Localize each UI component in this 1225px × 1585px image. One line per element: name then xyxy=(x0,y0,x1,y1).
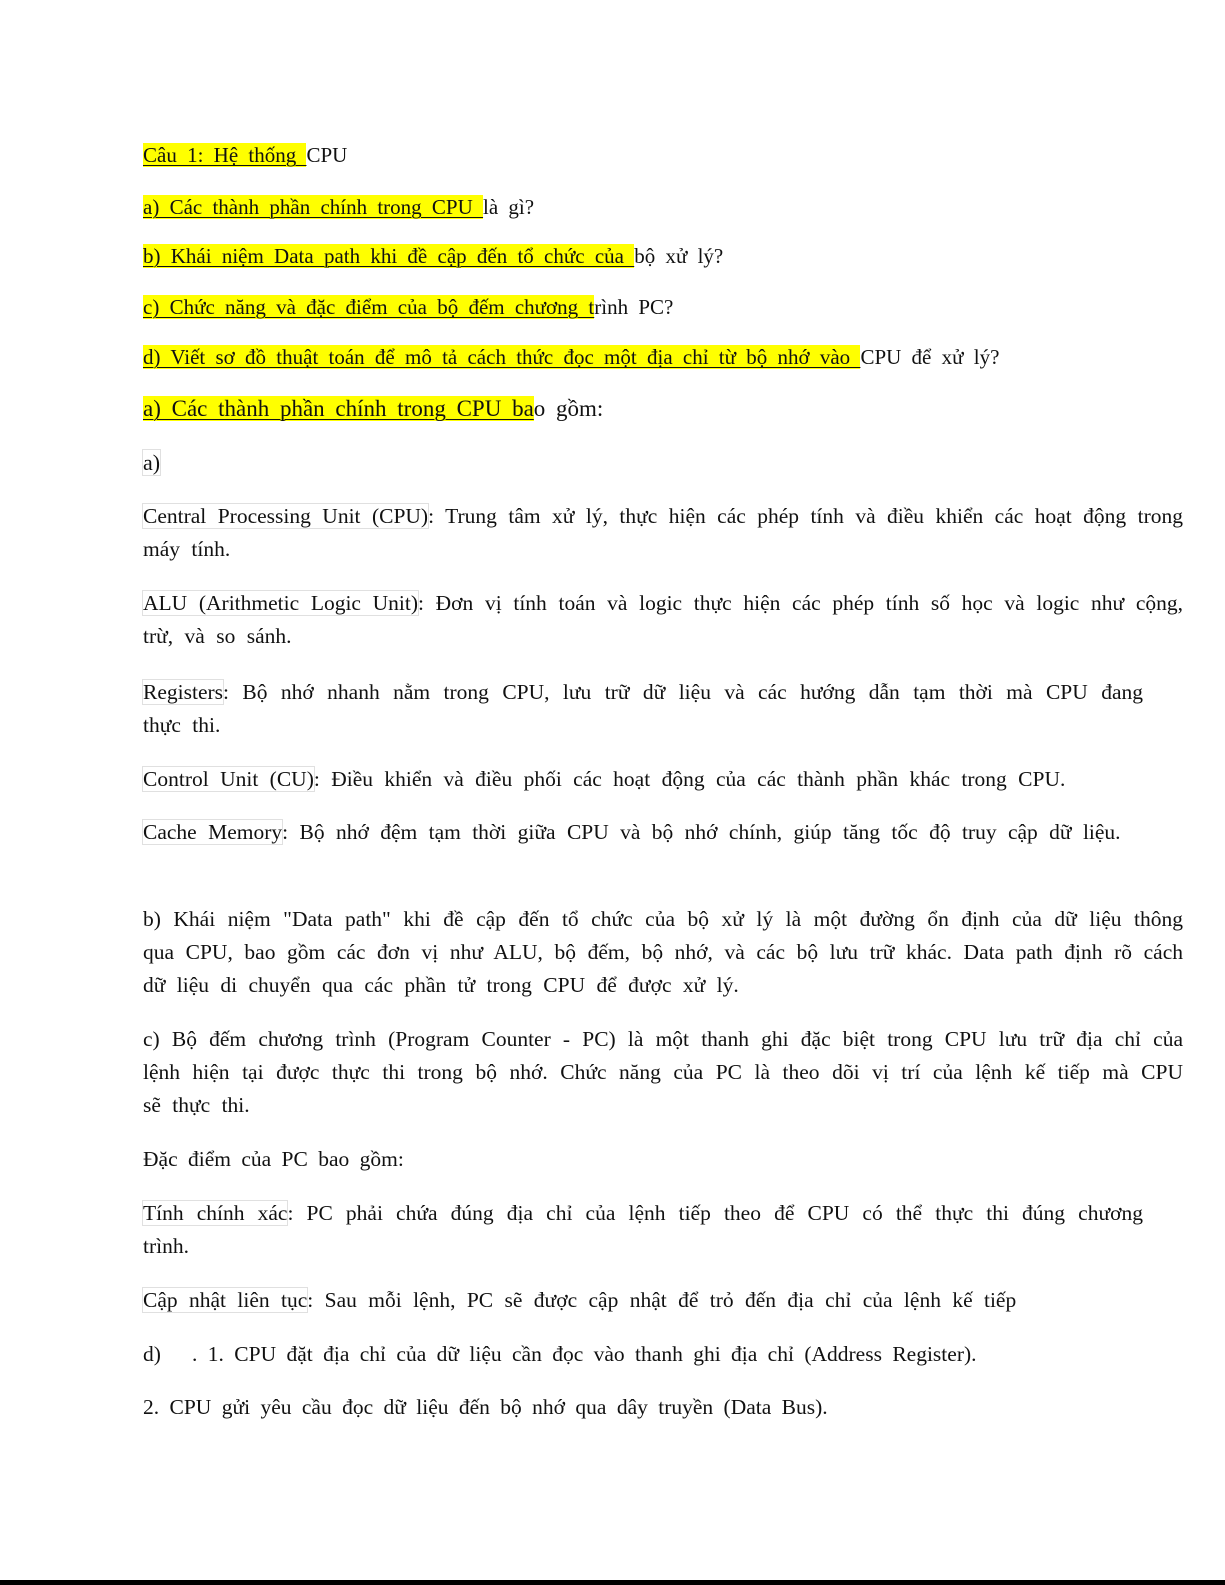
question-d: d) Viết sơ đồ thuật toán để mô tả cách thức đọc một địa chỉ từ bộ nhớ vào CPU để xử lý? xyxy=(143,345,1000,369)
term: Central Processing Unit (CPU) xyxy=(143,504,429,528)
page-bottom-rule xyxy=(0,1580,1225,1585)
highlight: a) Các thành phần chính trong CPU xyxy=(143,195,484,219)
highlight: d) Viết sơ đồ thuật toán để mô tả cách thức đọc một địa chỉ từ bộ nhớ vào xyxy=(143,345,861,369)
list-item: ALU (Arithmetic Logic Unit): Đơn vị tính toán và logic thực hiện các phép tính số học và logic như cộng, trừ, và so sánh. xyxy=(143,591,1183,648)
answer-d-step-1: d) . 1. CPU đặt địa chỉ của dữ liệu cần đọc vào thanh ghi địa chỉ (Address Register). xyxy=(143,1342,977,1366)
answer-d-step-2: 2. CPU gửi yêu cầu đọc dữ liệu đến bộ nhớ qua dây truyền (Data Bus). xyxy=(143,1395,828,1419)
answer-a-label: a) xyxy=(143,450,161,475)
answer-b: b) Khái niệm "Data path" khi đề cập đến tổ chức của bộ xử lý là một đường ổn định của dữ liệu thông qua CPU, bao gồm các đơn vị như ALU, bộ đếm, bộ nhớ, và các bộ lưu trữ khác. Data path định rõ cách dữ liệu di chuyển qua các phần tử trong CPU để được xử lý. xyxy=(143,907,1183,997)
term: Registers xyxy=(143,680,224,704)
list-item: Tính chính xác: PC phải chứa đúng địa chỉ của lệnh tiếp theo để CPU có thể thực thi đúng chương trình. xyxy=(143,1201,1143,1258)
term: Tính chính xác xyxy=(143,1201,288,1225)
answer-c-features-heading: Đặc điểm của PC bao gồm: xyxy=(143,1147,404,1171)
question-b: b) Khái niệm Data path khi đề cập đến tổ chức của bộ xử lý? xyxy=(143,244,724,268)
term: Cập nhật liên tục xyxy=(143,1288,308,1312)
list-item: Control Unit (CU): Điều khiển và điều phối các hoạt động của các thành phần khác trong CPU. xyxy=(143,767,1066,791)
term: Control Unit (CU) xyxy=(143,767,314,791)
term: Cache Memory xyxy=(143,820,283,844)
list-item: Central Processing Unit (CPU): Trung tâm xử lý, thực hiện các phép tính và điều khiển các hoạt động trong máy tính. xyxy=(143,504,1183,561)
highlight: c) Chức năng và đặc điểm của bộ đếm chương t xyxy=(143,295,595,319)
highlight: b) Khái niệm Data path khi đề cập đến tổ chức của xyxy=(143,244,635,268)
answer-c: c) Bộ đếm chương trình (Program Counter - PC) là một thanh ghi đặc biệt trong CPU lưu trữ địa chỉ của lệnh hiện tại được thực thi trong bộ nhớ. Chức năng của PC là theo dõi vị trí của lệnh kế tiếp mà CPU sẽ thực thi. xyxy=(143,1027,1183,1117)
term: ALU (Arithmetic Logic Unit) xyxy=(143,591,419,615)
question-title: Câu 1: Hệ thống CPU xyxy=(143,143,348,167)
list-item: Registers: Bộ nhớ nhanh nằm trong CPU, lưu trữ dữ liệu và các hướng dẫn tạm thời mà CPU đang thực thi. xyxy=(143,680,1143,737)
highlight: Câu 1: Hệ thống xyxy=(143,143,307,167)
highlight: a) Các thành phần chính trong CPU ba xyxy=(143,396,534,421)
question-a: a) Các thành phần chính trong CPU là gì? xyxy=(143,195,535,219)
list-item: Cập nhật liên tục: Sau mỗi lệnh, PC sẽ được cập nhật để trỏ đến địa chỉ của lệnh kế tiếp xyxy=(143,1288,1017,1312)
question-c: c) Chức năng và đặc điểm của bộ đếm chương trình PC? xyxy=(143,295,674,319)
answer-a-heading: a) Các thành phần chính trong CPU bao gồm: xyxy=(143,396,604,421)
list-item: Cache Memory: Bộ nhớ đệm tạm thời giữa CPU và bộ nhớ chính, giúp tăng tốc độ truy cập dữ liệu. xyxy=(143,820,1121,844)
